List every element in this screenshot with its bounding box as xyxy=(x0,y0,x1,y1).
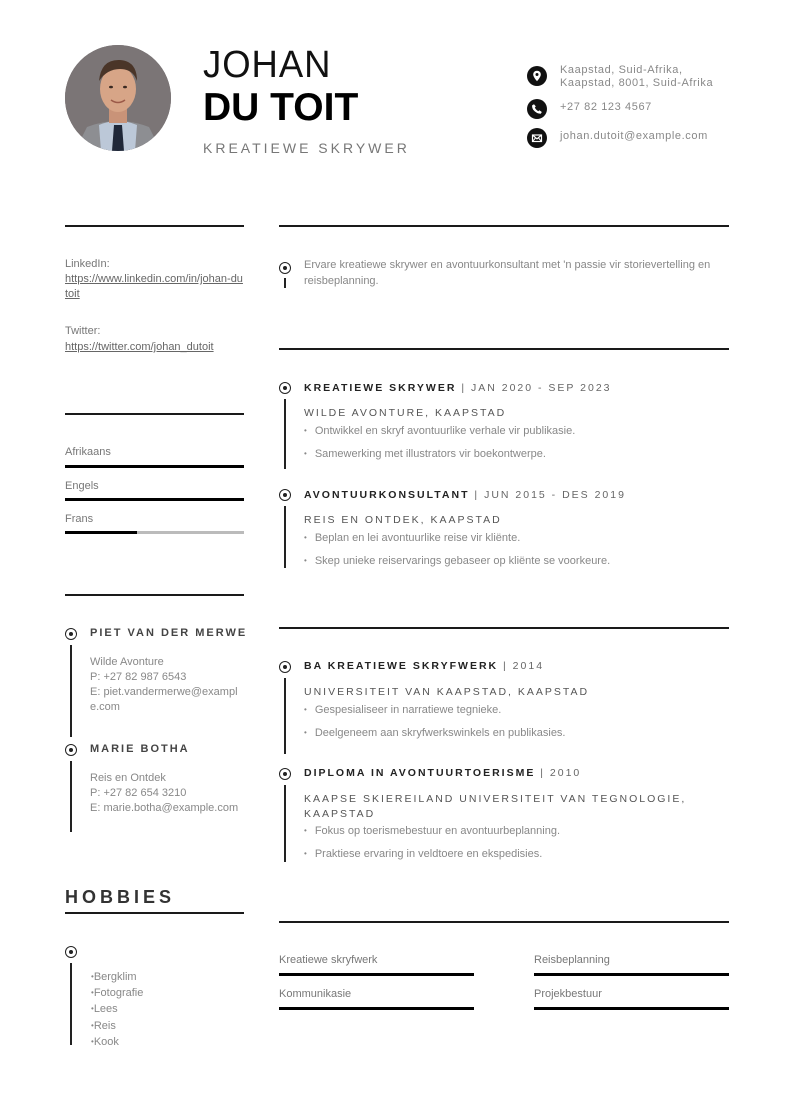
education-bullets xyxy=(304,824,560,870)
phone-icon xyxy=(527,99,547,119)
experience-bullets xyxy=(304,424,575,470)
hobby-item: • Kook xyxy=(91,1034,143,1050)
timeline-dot-icon xyxy=(279,262,291,274)
address-line-1: Kaapstad, Suid-Afrika, xyxy=(560,64,683,76)
hobby-item: • Fotografie xyxy=(91,985,143,1001)
education-title: BA KREATIEWE SKRYFWERK | 2014 xyxy=(304,660,545,672)
timeline-line xyxy=(70,963,72,1045)
linkedin-link[interactable]: https://www.linkedin.com/in/johan-dutoit xyxy=(65,273,243,300)
divider-languages xyxy=(65,413,244,415)
timeline-dot-icon xyxy=(279,768,291,780)
divider-skills xyxy=(279,921,729,923)
experience-bullets xyxy=(304,531,610,577)
timeline-line xyxy=(284,785,286,862)
twitter-label: Twitter: xyxy=(65,325,101,337)
language-bar-afrikaans xyxy=(65,465,244,468)
language-frans: Frans xyxy=(65,513,94,525)
skill-label: Kreatiewe skryfwerk xyxy=(279,954,378,966)
divider-education xyxy=(279,627,729,629)
contact-phone xyxy=(527,99,652,119)
bullet-item: • Fokus op toerismebestuur en avontuurbeplanning. xyxy=(304,824,560,847)
reference-details xyxy=(90,655,240,715)
timeline-dot-icon xyxy=(279,489,291,501)
address-line-2: Kaapstad, 8001, Suid-Afrika xyxy=(560,77,714,89)
language-engels: Engels xyxy=(65,480,99,492)
timeline-line xyxy=(284,678,286,754)
job-dates: JAN 2020 - SEP 2023 xyxy=(470,382,612,394)
bullet-item: • Deelgeneem aan skryfwerkswinkels en publikasies. xyxy=(304,726,566,749)
location-pin-icon xyxy=(527,66,547,86)
timeline-dot-icon xyxy=(279,382,291,394)
reference-phone: P: +27 82 654 3210 xyxy=(90,787,187,799)
twitter-link[interactable]: https://twitter.com/johan_dutoit xyxy=(65,341,214,353)
skill-label: Reisbeplanning xyxy=(534,954,610,966)
timeline-line xyxy=(284,278,286,288)
bullet-item: • Beplan en lei avontuurlike reise vir kliënte. xyxy=(304,531,610,554)
hobby-item: • Reis xyxy=(91,1018,143,1034)
timeline-dot-icon xyxy=(279,661,291,673)
job-role: AVONTUURKONSULTANT xyxy=(304,489,470,501)
language-afrikaans: Afrikaans xyxy=(65,446,111,458)
education-institution: UNIVERSITEIT VAN KAAPSTAD, KAAPSTAD xyxy=(304,686,590,698)
education-institution: KAAPSE SKIEREILAND UNIVERSITEIT VAN TEGNOLOGIE, KAAPSTAD xyxy=(304,793,687,820)
job-dates: JUN 2015 - DES 2019 xyxy=(484,489,626,501)
language-bar-engels xyxy=(65,498,244,501)
contact-email xyxy=(527,128,708,148)
timeline-line xyxy=(70,761,72,832)
timeline-dot-icon xyxy=(65,946,77,958)
timeline-dot-icon xyxy=(65,744,77,756)
degree-year: 2010 xyxy=(549,767,582,779)
reference-name: PIET VAN DER MERWE xyxy=(90,627,248,639)
education-bullets xyxy=(304,703,566,749)
degree: DIPLOMA IN AVONTUURTOERISME xyxy=(304,767,536,779)
hobby-list xyxy=(91,969,143,1050)
divider-hobbies xyxy=(65,912,244,914)
divider-social xyxy=(65,225,244,227)
education-title: DIPLOMA IN AVONTUURTOERISME | 2010 xyxy=(304,767,582,779)
skill-bar xyxy=(534,973,729,976)
job-title: KREATIEWE SKRYWER xyxy=(203,140,410,156)
skill-label: Kommunikasie xyxy=(279,988,352,1000)
portrait-image xyxy=(65,45,171,151)
bullet-item: • Praktiese ervaring in veldtoere en ekspedisies. xyxy=(304,847,560,870)
reference-company: Wilde Avonture xyxy=(90,656,164,668)
hobbies-heading: HOBBIES xyxy=(65,887,176,907)
last-name: DU TOIT xyxy=(203,86,359,129)
reference-email: E: marie.botha@example.com xyxy=(90,802,239,814)
reference-phone: P: +27 82 987 6543 xyxy=(90,671,187,683)
skill-bar xyxy=(279,1007,474,1010)
timeline-line xyxy=(284,506,286,568)
experience-org: WILDE AVONTURE, KAAPSTAD xyxy=(304,407,507,419)
skill-bar xyxy=(534,1007,729,1010)
reference-email: E: piet.vandermerwe@example.com xyxy=(90,686,238,713)
divider-summary xyxy=(279,225,729,227)
language-bar-frans xyxy=(65,531,244,534)
profile-summary: Ervare kreatiewe skrywer en avontuurkonsultant met 'n passie vir storievertelling en reisbeplanning. xyxy=(304,259,711,287)
reference-name: MARIE BOTHA xyxy=(90,743,190,755)
reference-details xyxy=(90,771,240,816)
skill-label: Projekbestuur xyxy=(534,988,602,1000)
experience-title: AVONTUURKONSULTANT | JUN 2015 - DES 2019 xyxy=(304,489,626,501)
hobby-item: • Lees xyxy=(91,1001,143,1017)
bullet-item: • Gespesialiseer in narratiewe tegnieke. xyxy=(304,703,566,726)
profile-photo xyxy=(65,45,171,151)
degree: BA KREATIEWE SKRYFWERK xyxy=(304,660,499,672)
timeline-dot-icon xyxy=(65,628,77,640)
first-name: JOHAN xyxy=(203,44,332,86)
degree-year: 2014 xyxy=(512,660,545,672)
email-icon xyxy=(527,128,547,148)
timeline-line xyxy=(70,645,72,737)
skill-bar xyxy=(279,973,474,976)
divider-experience xyxy=(279,348,729,350)
email-address[interactable]: johan.dutoit@example.com xyxy=(560,130,708,142)
timeline-line xyxy=(284,399,286,469)
reference-company: Reis en Ontdek xyxy=(90,772,166,784)
bullet-item: • Samewerking met illustrators vir boekontwerpe. xyxy=(304,447,575,470)
bullet-item: • Skep unieke reiservarings gebaseer op kliënte se voorkeure. xyxy=(304,554,610,577)
job-role: KREATIEWE SKRYWER xyxy=(304,382,457,394)
experience-org: REIS EN ONTDEK, KAAPSTAD xyxy=(304,514,502,526)
phone-number[interactable]: +27 82 123 4567 xyxy=(560,101,652,113)
contact-address xyxy=(527,64,713,90)
bullet-item: • Ontwikkel en skryf avontuurlike verhale vir publikasie. xyxy=(304,424,575,447)
hobby-item: • Bergklim xyxy=(91,969,143,985)
divider-references xyxy=(65,594,244,596)
experience-title: KREATIEWE SKRYWER | JAN 2020 - SEP 2023 xyxy=(304,382,612,394)
linkedin-label: LinkedIn: xyxy=(65,258,110,270)
